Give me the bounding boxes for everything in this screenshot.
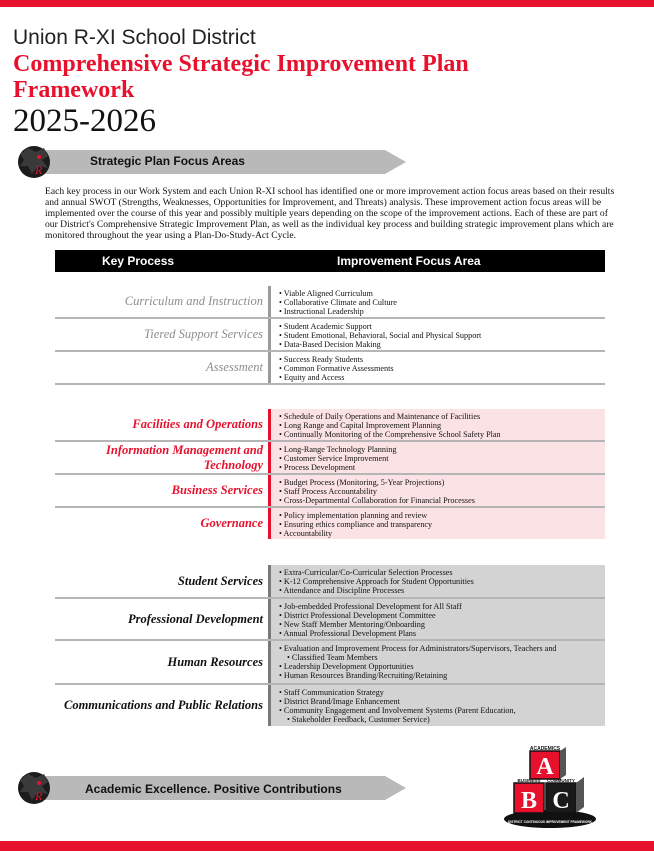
table-row — [55, 508, 605, 539]
key-process-label: Facilities and Operations — [132, 417, 263, 431]
banner-label: Strategic Plan Focus Areas — [90, 154, 245, 168]
key-process-label: Governance — [200, 516, 263, 530]
focus-area-item: • Instructional Leadership — [279, 307, 599, 316]
table-row — [55, 286, 605, 317]
svg-text:R: R — [35, 163, 43, 177]
focus-area-item: • District Brand/Image Enhancement — [279, 697, 599, 706]
row-divider — [55, 383, 605, 385]
focus-area-item: • Student Academic Support — [279, 322, 599, 331]
logo-bottom-label: DISTRICT CONTINUOUS IMPROVEMENT FRAMEWORK — [508, 820, 592, 824]
focus-area-item: • Job-embedded Professional Development for All Staff — [279, 602, 599, 611]
focus-area-item: • K-12 Comprehensive Approach for Student Opportunities — [279, 577, 599, 586]
plan-title: Comprehensive Strategic Improvement Plan Framework — [13, 51, 469, 103]
focus-area-item: • District Professional Development Committee — [279, 611, 599, 620]
focus-area-list — [268, 409, 605, 440]
focus-area-list — [268, 286, 605, 317]
table-row — [55, 352, 605, 383]
focus-area-item: • Staff Communication Strategy — [279, 688, 599, 697]
focus-area-item: • Evaluation and Improvement Process for Administrators/Supervisors, Teachers and — [279, 644, 599, 653]
focus-area-item: • Data-Based Decision Making — [279, 340, 599, 349]
logo-letter-a: A — [536, 754, 554, 780]
focus-area-item: • Student Emotional, Behavioral, Social and Physical Support — [279, 331, 599, 340]
logo-letter-c: C — [552, 788, 570, 814]
table-row — [55, 319, 605, 350]
table-header — [55, 250, 605, 272]
focus-area-item: • Success Ready Students — [279, 355, 599, 364]
table-row — [55, 599, 605, 639]
focus-area-item: • Common Formative Assessments — [279, 364, 599, 373]
focus-area-item: • Staff Process Accountability — [279, 487, 599, 496]
focus-area-list — [268, 352, 605, 383]
plan-year: 2025-2026 — [13, 103, 156, 139]
focus-area-list — [268, 475, 605, 506]
key-process-label: Information Management and Technology — [106, 442, 263, 472]
table-row — [55, 442, 605, 473]
key-process-label: Professional Development — [127, 611, 263, 626]
key-process-label: Tiered Support Services — [144, 327, 263, 341]
header-improvement-focus: Improvement Focus Area — [337, 254, 481, 268]
focus-area-item: • Attendance and Discipline Processes — [279, 586, 599, 595]
key-process-label: Communications and Public Relations — [64, 698, 263, 712]
focus-area-item: • Customer Service Improvement — [279, 454, 599, 463]
header-key-process: Key Process — [102, 254, 175, 268]
top-red-bar — [0, 0, 654, 7]
mascot-logo-icon — [14, 770, 54, 806]
focus-area-item: • Long-Range Technology Planning — [279, 445, 599, 454]
focus-area-item: • Long Range and Capital Improvement Planning — [279, 421, 599, 430]
focus-area-item: • Ensuring ethics compliance and transparency — [279, 520, 599, 529]
focus-area-list — [268, 442, 605, 473]
focus-area-item: • Equity and Access — [279, 373, 599, 382]
focus-area-list — [268, 685, 605, 726]
intro-paragraph: Each key process in our Work System and each Union R-XI school has identified one or more improvement action focus areas based on their results and annual SWOT (Strengths, Weaknesses, Opportunities for Improvement, and Threats) analysis. These improvement action focus areas will be implemented over the course of this year and possibly multiple years depending on the scope of the improvement actions. Each of these are part of our District's Comprehensive Strategic Improvement Plan, as well as the individual key process and building strategic improvement plans which are monitored throughout the year using a Plan-Do-Study-Act Cycle. — [45, 186, 615, 241]
key-process-label: Business Services — [171, 483, 263, 497]
table-row — [55, 641, 605, 683]
focus-area-item: • Community Engagement and Involvement Systems (Parent Education, — [279, 706, 599, 715]
focus-area-item: • Schedule of Daily Operations and Maintenance of Facilities — [279, 412, 599, 421]
key-process-label: Assessment — [206, 360, 263, 374]
logo-letter-b: B — [520, 788, 538, 814]
focus-area-item: • Stakeholder Feedback, Customer Service) — [279, 715, 599, 724]
focus-area-list — [268, 508, 605, 539]
logo-top-label: ACADEMICS — [529, 746, 561, 752]
table-row — [55, 565, 605, 597]
focus-area-item: • Process Development — [279, 463, 599, 472]
focus-area-item: • Extra-Curricular/Co-Curricular Selection Processes — [279, 568, 599, 577]
table-row — [55, 409, 605, 440]
logo-left-label: BUSINESS — [517, 778, 541, 783]
mascot-logo-icon — [14, 144, 54, 180]
focus-area-list — [268, 565, 605, 597]
key-process-label: Curriculum and Instruction — [124, 294, 263, 308]
section-banner — [10, 147, 410, 177]
table-row — [55, 475, 605, 506]
focus-area-list — [268, 319, 605, 350]
abc-framework-logo — [500, 743, 600, 831]
footer-slogan: Academic Excellence. Positive Contributions — [85, 782, 342, 796]
focus-area-item: • Human Resources Branding/Recruiting/Retaining — [279, 671, 599, 680]
focus-area-list — [268, 641, 605, 683]
logo-right-label: COMMUNITY — [547, 778, 575, 783]
bottom-red-bar — [0, 841, 654, 851]
focus-area-item: • Cross-Departmental Collaboration for Financial Processes — [279, 496, 599, 505]
focus-area-item: • Budget Process (Monitoring, 5-Year Projections) — [279, 478, 599, 487]
focus-area-list — [268, 599, 605, 639]
focus-area-item: • New Staff Member Mentoring/Onboarding — [279, 620, 599, 629]
key-process-label: Human Resources — [167, 654, 263, 669]
focus-area-item: • Classified Team Members — [279, 653, 599, 662]
district-name: Union R-XI School District — [13, 26, 256, 49]
svg-text:R: R — [35, 789, 43, 803]
focus-area-item: • Policy implementation planning and review — [279, 511, 599, 520]
table-row — [55, 685, 605, 726]
focus-area-item: • Accountability — [279, 529, 599, 538]
focus-area-item: • Leadership Development Opportunities — [279, 662, 599, 671]
focus-area-item: • Annual Professional Development Plans — [279, 629, 599, 638]
focus-area-item: • Viable Aligned Curriculum — [279, 289, 599, 298]
key-process-label: Student Services — [177, 573, 263, 588]
focus-area-item: • Collaborative Climate and Culture — [279, 298, 599, 307]
focus-area-item: • Continually Monitoring of the Comprehensive School Safety Plan — [279, 430, 599, 439]
